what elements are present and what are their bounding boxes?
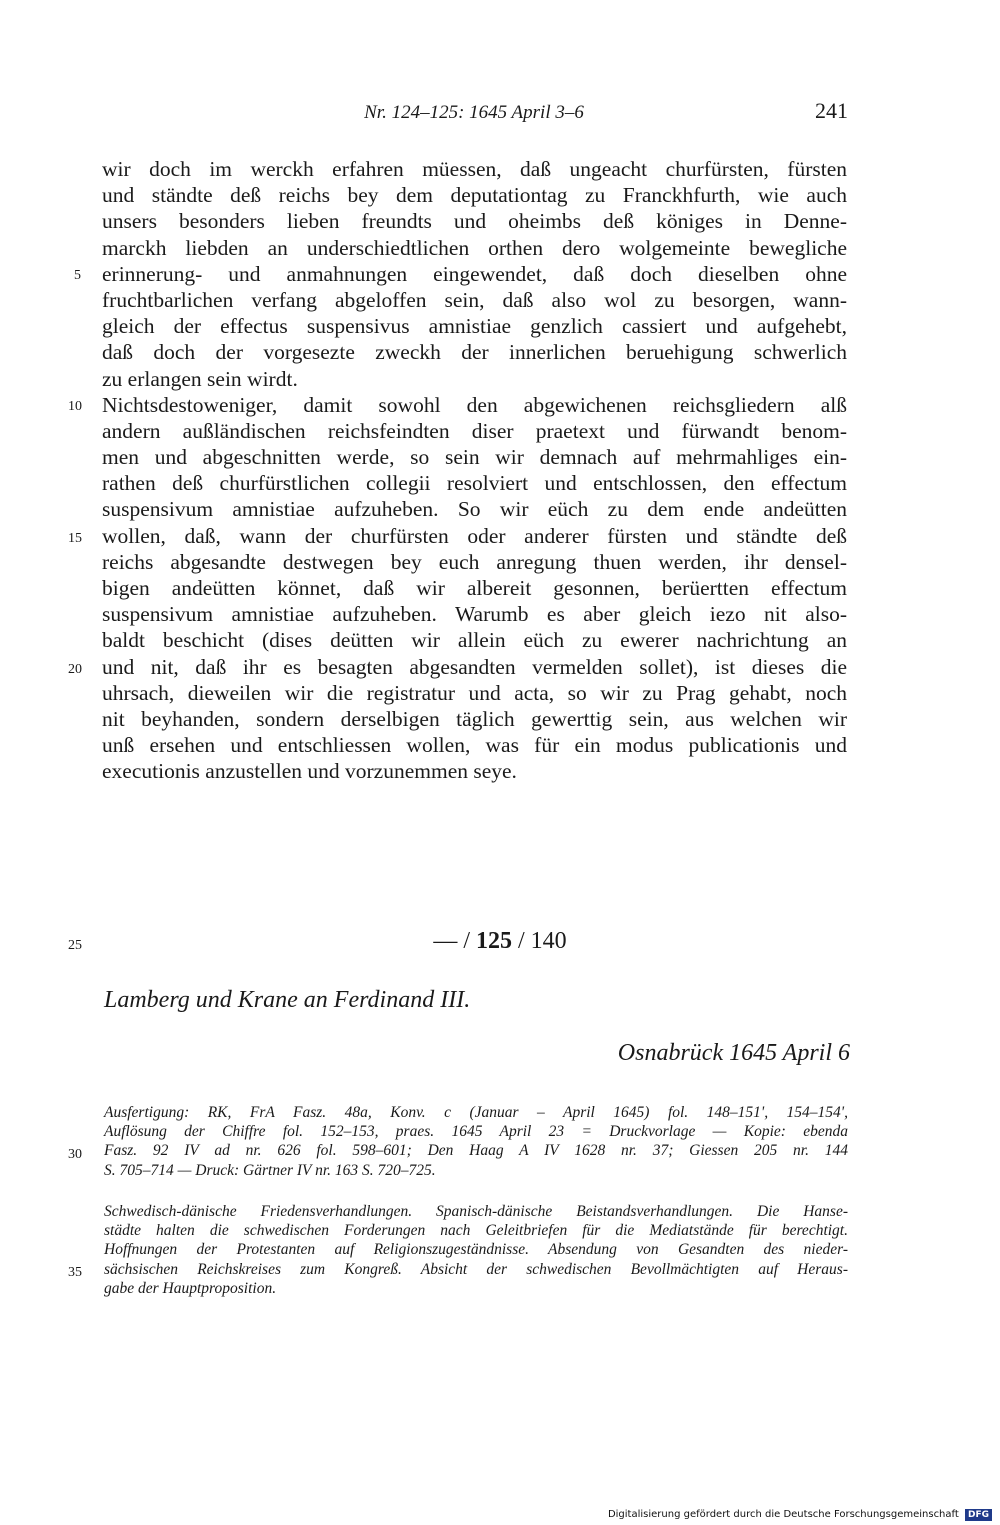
body-line: reichs abgesandte destwegen bey euch anregung thuen werden, ihr densel-	[102, 549, 847, 574]
summary-line: sächsischen Reichskreises zum Kongreß. Absicht der schwedischen Bevollmächtigten auf Heraus-	[104, 1260, 848, 1278]
body-line: andern außländischen reichsfeindten diser praetext und fürwandt benom-	[102, 418, 847, 443]
body-line: gleich der effectus suspensivus amnistiae genzlich cassiert und aufgehebt,	[102, 314, 847, 339]
summary-line: städte halten die schwedischen Forderungen nach Geleitbriefen für die Mediatstände für berechtigt.	[104, 1222, 848, 1240]
body-line: unß ersehen und entschliessen wollen, was für ein modus publicationis und	[102, 733, 847, 758]
summary-line: Schwedisch-dänische Friedensverhandlungen. Spanisch-dänische Beistandsverhandlungen. Die Hanse-	[104, 1203, 848, 1220]
source-note	[104, 1103, 848, 1180]
line-number: 35	[68, 1265, 82, 1280]
body-line: erinnerung- und anmahnungen eingewendet, daß doch dieselben ohne	[102, 261, 847, 286]
body-line: zu erlangen sein wirdt.	[102, 366, 298, 391]
line-number: 15	[68, 531, 82, 546]
body-line: daß doch der vorgesezte zweckh der innerlichen beruehigung schwerlich	[102, 340, 847, 365]
body-line: executionis anzustellen und vorzunemmen seye.	[102, 759, 517, 784]
body-line: suspensivum amnistiae aufzuheben. Warumb es aber gleich iezo nit also-	[102, 602, 847, 627]
body-line: unsers besonders lieben freundts und oheimbs deß königes in Denne-	[102, 209, 847, 234]
body-line: men und abgeschnitten werde, so sein wir demnach auf mehrmahliges ein-	[102, 445, 847, 470]
summary-line: Hoffnungen der Protestanten auf Religionszugeständnisse. Absendung von Gesandten des nieder-	[104, 1241, 848, 1259]
body-line: und nit, daß ihr es besagten abgesandten vermelden sollet), ist dieses die	[102, 654, 847, 679]
page-number: 241	[815, 98, 848, 123]
source-note-line: Fasz. 92 IV ad nr. 626 fol. 598–601; Den Haag A IV 1628 nr. 37; Giessen 205 nr. 144	[104, 1142, 848, 1160]
source-note-line: Ausfertigung: RK, FrA Fasz. 48a, Konv. c (Januar – April 1645) fol. 148–151', 154–154',	[104, 1104, 848, 1121]
body-line: nit beyhanden, sondern derselbigen täglich gewerttig sein, aus welchen wir	[102, 706, 847, 731]
header-title: Nr. 124–125: 1645 April 3–6	[364, 102, 584, 123]
body-line: uhrsach, dieweilen wir die registratur und acta, so wir zu Prag gehabt, noch	[102, 680, 847, 705]
line-number: 10	[68, 399, 82, 414]
body-line: fruchtbarlichen verfang abgeloffen sein, daß also wol zu besorgen, wann-	[102, 287, 847, 312]
document-place-date: Osnabrück 1645 April 6	[617, 1040, 850, 1066]
line-number: 30	[68, 1147, 82, 1162]
body-line: bigen andeütten könnet, daß wir albereit gesonnen, berüertten effectum	[102, 576, 847, 600]
line-number: 5	[74, 268, 81, 283]
digitization-footer	[608, 1509, 992, 1521]
body-line: baldt beschicht (dises deütten wir allein eüch zu ewerer nachrichtung an	[102, 628, 847, 653]
body-line: marckh liebden an underschiedtlichen orthen dero wolgemeinte bewegliche	[102, 235, 847, 260]
source-note-line: Auflösung der Chiffre fol. 152–153, praes. 1645 April 23 = Druckvorlage — Kopie: ebenda	[104, 1123, 848, 1141]
line-number: 20	[68, 662, 82, 677]
body-line: wir doch im werckh erfahren müessen, daß ungeacht churfürsten, fürsten	[102, 157, 847, 181]
summary-regest	[104, 1202, 848, 1298]
document-number	[0, 928, 1000, 955]
body-line: Nichtsdestoweniger, damit sowohl den abgewichenen reichsgliedern alß	[102, 392, 847, 417]
body-line: und ständte deß reichs bey dem deputationtag zu Franckhfurth, wie auch	[102, 183, 847, 208]
document-title: Lamberg und Krane an Ferdinand III.	[104, 987, 471, 1013]
source-note-line: S. 705–714 — Druck: Gärtner IV nr. 163 S. 720–725.	[104, 1161, 436, 1179]
document-number-suffix: / 140	[518, 928, 567, 954]
running-header	[100, 98, 848, 128]
body-line: wollen, daß, wann der churfürsten oder anderer fürsten und ständte deß	[102, 523, 847, 548]
body-line: suspensivum amnistiae aufzuheben. So wir eüch zu dem ende andeütten	[102, 497, 847, 522]
line-number: 25	[68, 938, 82, 953]
document-number-main: 125	[476, 928, 512, 954]
document-number-prefix: — /	[433, 928, 470, 954]
letter-body	[102, 156, 847, 785]
footer-text: Digitalisierung gefördert durch die Deutsche Forschungsgemeinschaft	[607, 1509, 959, 1520]
body-line: rathen deß churfürstlichen collegii resolviert und entschlossen, den effectum	[102, 471, 847, 496]
summary-line: gabe der Hauptproposition.	[104, 1279, 277, 1297]
dfg-logo: DFG	[965, 1509, 992, 1521]
